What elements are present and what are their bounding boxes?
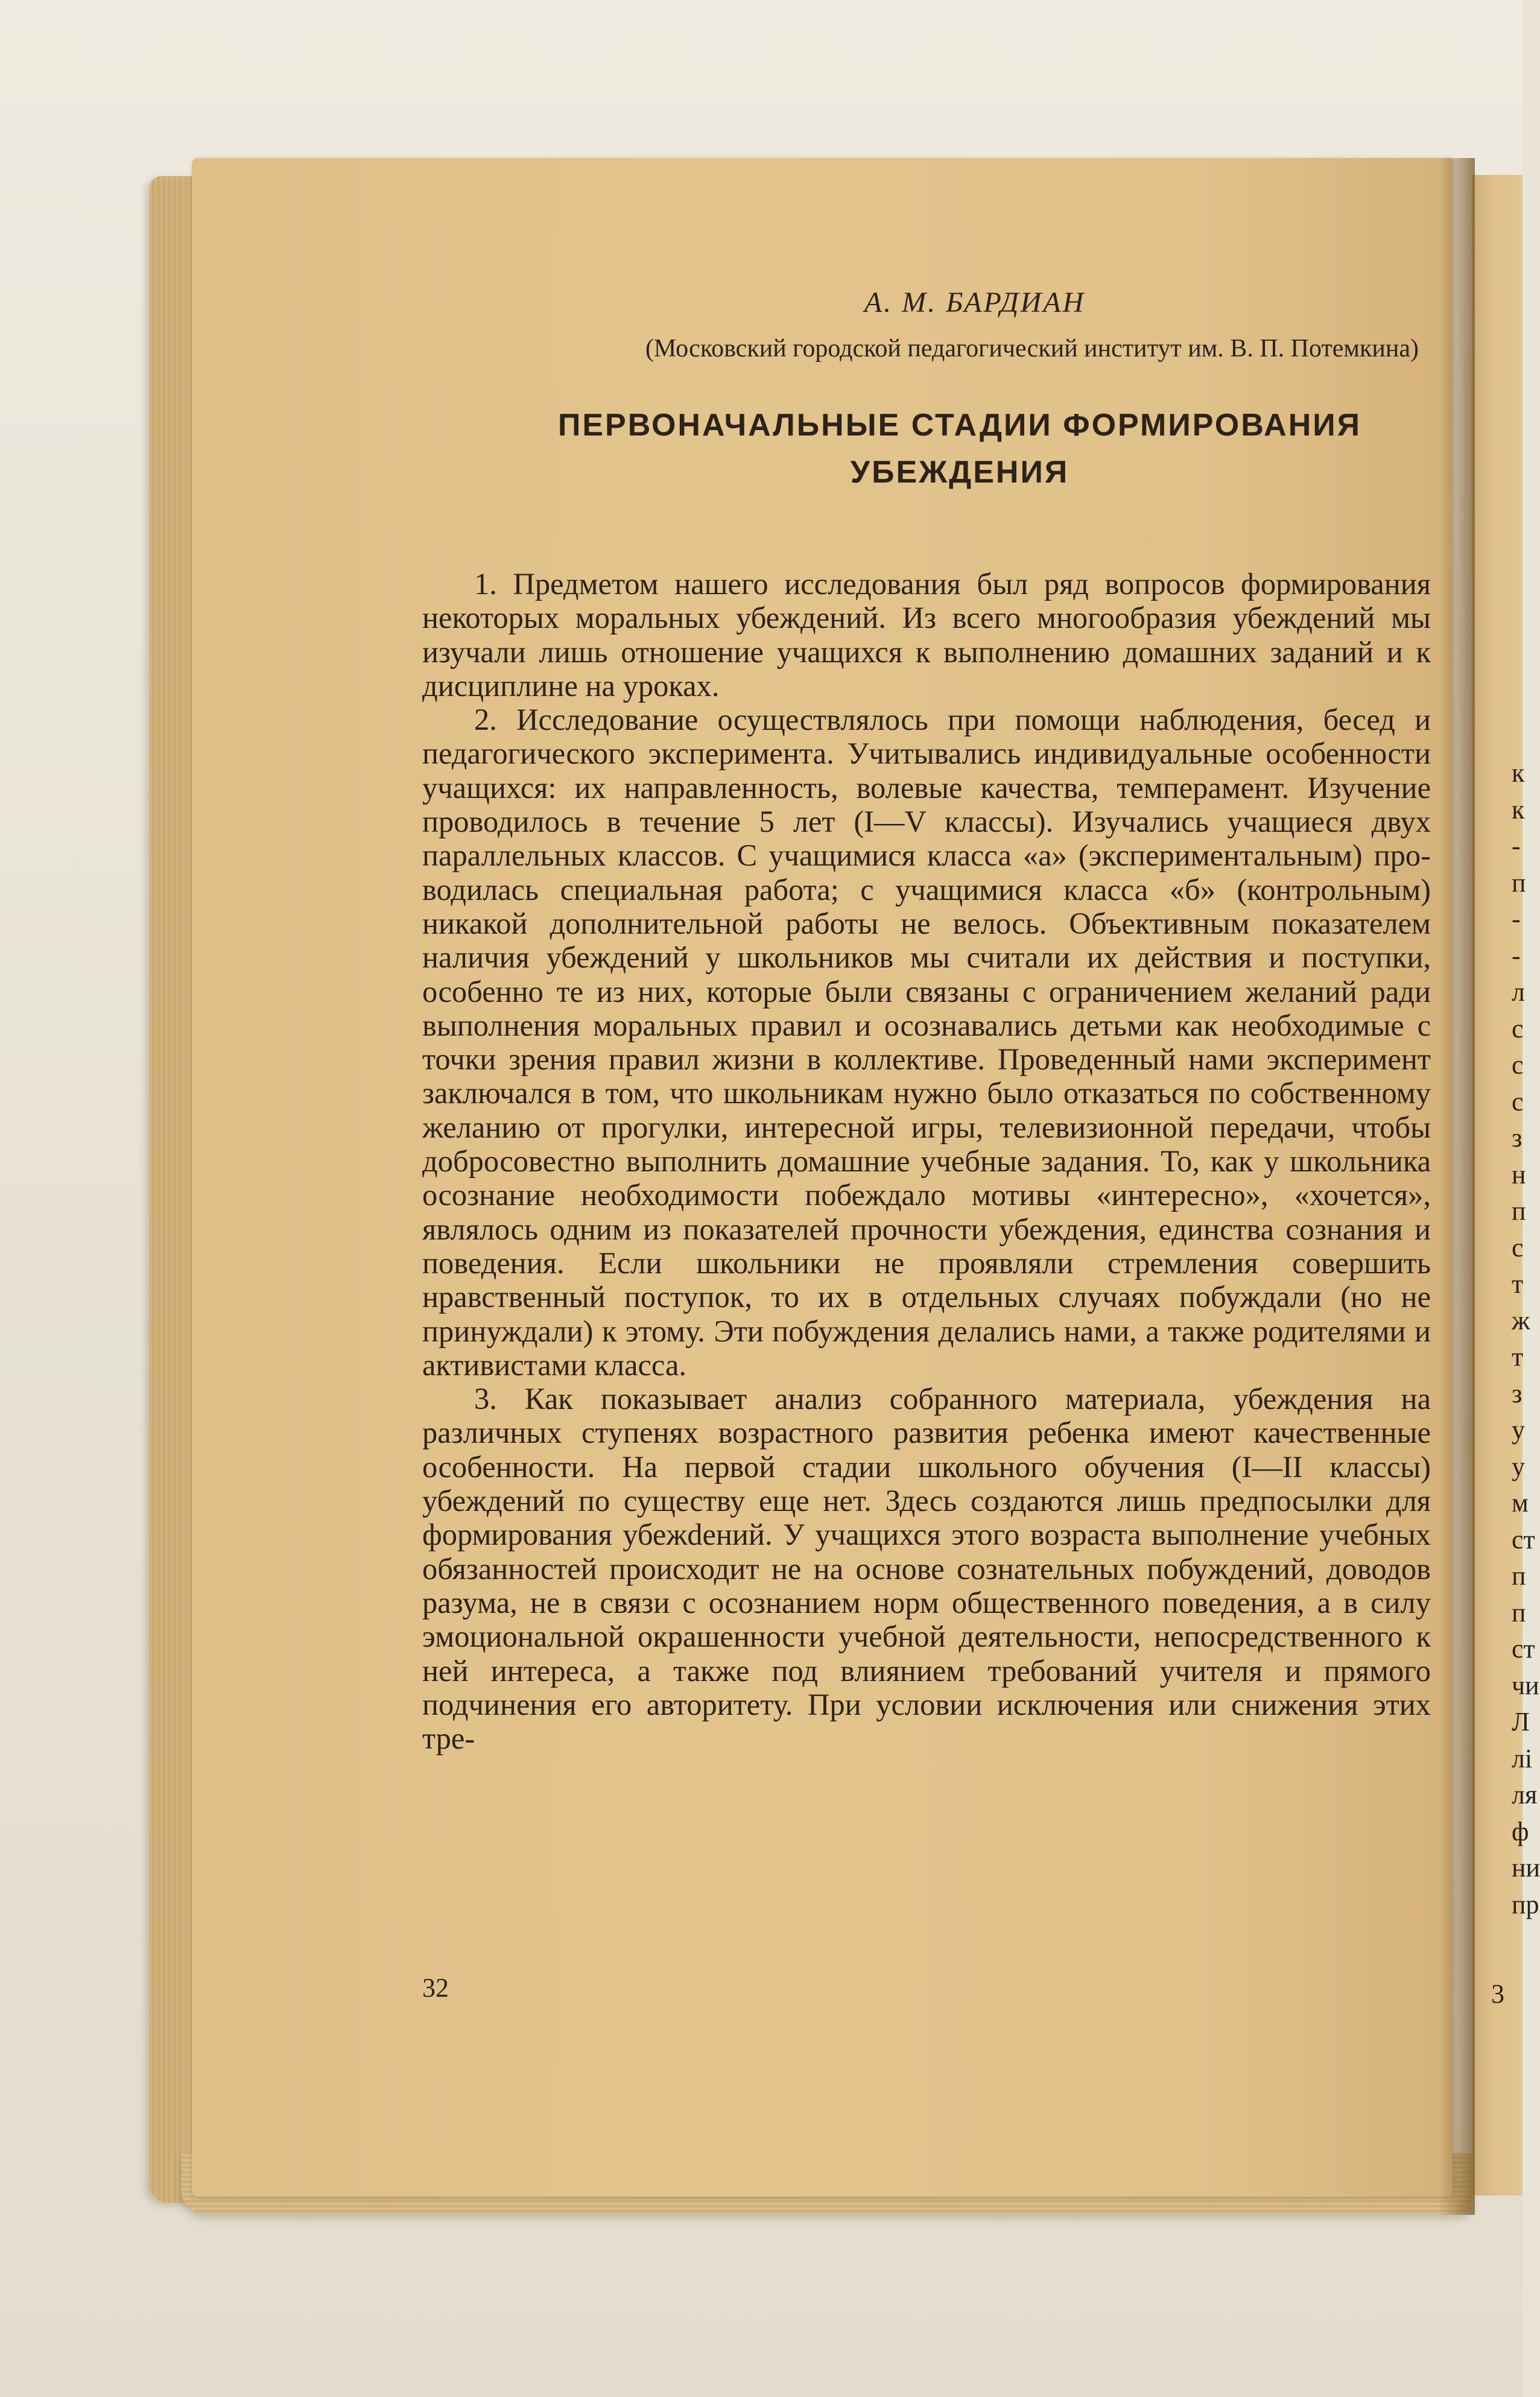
facing-page-line-fragment: с	[1512, 1086, 1524, 1116]
article-affiliation: (Московский городской педагогический институт им. В. П. Потемкина)	[645, 335, 1419, 363]
page-number: 32	[422, 1973, 449, 2003]
facing-page-line-fragment: п	[1512, 1561, 1526, 1591]
facing-page-line-fragment: ни	[1512, 1853, 1540, 1882]
facing-page-line-fragment: с	[1512, 1232, 1524, 1262]
facing-page-line-fragment: ст	[1512, 1524, 1535, 1554]
facing-page-line-fragment: з	[1512, 1123, 1523, 1153]
facing-page-number: 3	[1491, 1979, 1504, 2009]
facing-page-line-fragment: Л	[1512, 1707, 1530, 1737]
facing-page-line-fragment: н	[1512, 1159, 1526, 1189]
facing-page-line-fragment: -	[1512, 940, 1521, 971]
facing-page-line-fragment: т	[1512, 1269, 1524, 1299]
article-content	[422, 283, 1431, 1755]
facing-page-line-fragment: чи	[1512, 1670, 1539, 1700]
facing-page-line-fragment: с	[1512, 1050, 1524, 1080]
facing-page-line-fragment: ж	[1512, 1305, 1530, 1335]
facing-page-line-fragment: ст	[1512, 1634, 1535, 1664]
facing-page-line-fragment: м	[1512, 1488, 1529, 1518]
paragraph-2: 2. Исследование осуществлялось при помощи наблюдения, бесед и педагогического эксперимента. Учитывались индивидуальные особенности учащихся: их направленность, волевые качества, темперамент. Изучение проводилось в течение 5 лет (I—V классы). Изучались учащиеся двух параллельных классов. С учащимися класса «а» (экспериментальным) проводилась специальная работа; с учащимися класса «б» (контрольным) никакой дополнительной работы не велось. Объективным показателем наличия убеждений у школьников мы считали их действия и поступки, особенно те из них, которые были связаны с ограничением желаний ради выполнения моральных правил и осознавались детьми как необходимые с точки зрения правил жизни в коллективе. Проведенный нами эксперимент заключался в том, что школьникам нужно было отказаться по собственному желанию от прогулки, интересной игры, телевизионной передачи, чтобы добросовестно выполнить домашние учебные задания. То, как у школьника осознание необходимости побеждало мотивы «интересно», «хочется», являлось одним из показателей прочности убеждения, единства сознания и поведения. Если школьники не проявляли стремления совершить нравственный поступок, то их в отдельных случаях побуждали (но не принуждали) к этому. Эти побуждения делались нами, а также родителями и активистами класса.	[422, 703, 1431, 1382]
facing-page-line-fragment: с	[1512, 1013, 1524, 1043]
facing-page-line-fragment: пр	[1512, 1889, 1539, 1919]
facing-page-line-fragment: к	[1512, 758, 1525, 788]
facing-page-line-fragment: з	[1512, 1378, 1523, 1408]
facing-page-line-fragment: п	[1512, 1597, 1526, 1627]
facing-page-line-fragment: т	[1512, 1342, 1524, 1372]
facing-page-line-fragment: ф	[1512, 1816, 1529, 1846]
facing-page-line-fragment: -	[1512, 831, 1521, 861]
facing-page-line-fragment: п	[1512, 1196, 1526, 1226]
facing-page-line-fragment: п	[1512, 867, 1526, 898]
facing-page-line-fragment: л	[1512, 977, 1525, 1007]
book-gutter-shadow	[1439, 158, 1475, 2215]
paragraph-1: 1. Предметом нашего исследования был ряд вопросов формирования некоторых моральных убеждений. Из всего многообразия убеждений мы изучали лишь отношение учащихся к выполнению домашних заданий и к дисциплине на уроках.	[422, 567, 1431, 703]
facing-page-line-fragment: -	[1512, 904, 1521, 934]
facing-page-line-fragment: лі	[1512, 1743, 1533, 1773]
article-author: А. М. БАРДИАН	[864, 287, 1086, 318]
facing-page-line-fragment: у	[1512, 1415, 1525, 1445]
paragraph-3: 3. Как показывает анализ собранного материала, убеждения на различных ступенях возрастного развития ребенка имеют качественные особенности. На первой стадии школьного обучения (I—II классы) убеждений по существу еще нет. Здесь создаются лишь предпосылки для формирования убежdений. У учащихся этого возраста выполнение учебных обязанностей происходит не на основе сознательных побуждений, доводов разума, не в связи с осознанием норм общественного поведения, а в силу эмоциональной окрашенности учебной деятельности, непосредственного к ней интереса, а также под влиянием требований учителя и прямого подчинения его авторитету. При условии исключения или снижения этих тре-	[422, 1382, 1431, 1756]
article-title: ПЕРВОНАЧАЛЬНЫЕ СТАДИИ ФОРМИРОВАНИЯ УБЕЖДЕНИЯ	[557, 408, 1362, 490]
facing-page-line-fragment: ля	[1512, 1780, 1538, 1810]
facing-page-line-fragment: у	[1512, 1451, 1525, 1481]
facing-page-line-fragment: к	[1512, 794, 1525, 825]
article-body	[422, 567, 1431, 1755]
